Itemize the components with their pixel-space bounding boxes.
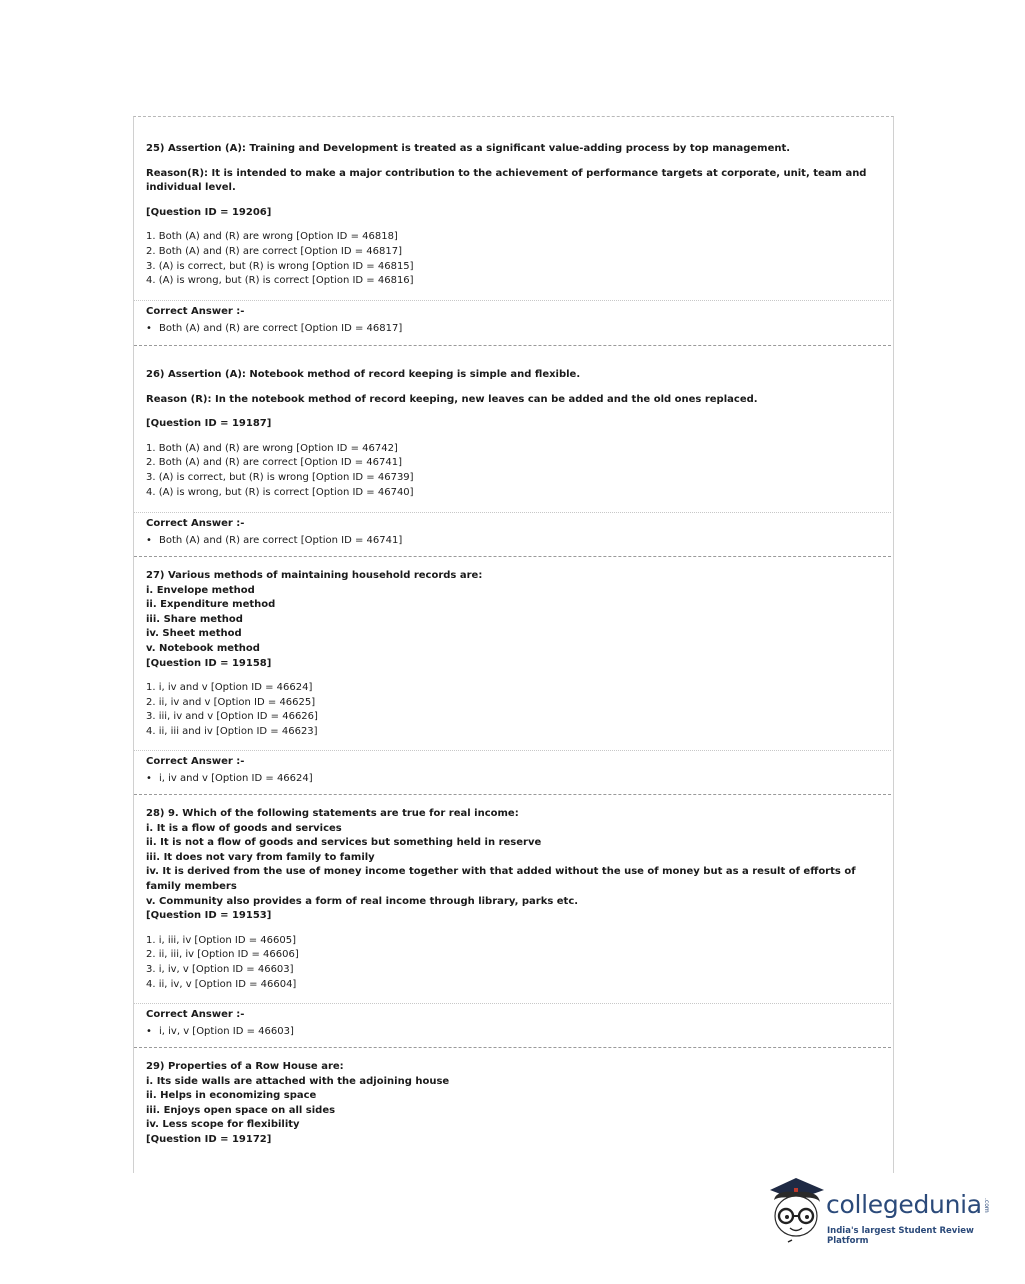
question-divider bbox=[134, 345, 891, 346]
question-text: 25) Assertion (A): Training and Development is treated as a significant value-adding process by top management. bbox=[146, 143, 791, 154]
question-item: i. Its side walls are attached with the adjoining house bbox=[146, 1075, 450, 1087]
question-id: [Question ID = 19158] bbox=[146, 657, 272, 669]
question-item: iii. Share method bbox=[146, 613, 243, 625]
question-id: [Question ID = 19206] bbox=[146, 206, 272, 218]
option: 1. Both (A) and (R) are wrong [Option ID = 46742] bbox=[146, 442, 398, 454]
collegedunia-logo bbox=[766, 1176, 996, 1246]
option: 4. ii, iv, v [Option ID = 46604] bbox=[146, 978, 297, 990]
bullet-icon: • bbox=[146, 1026, 152, 1037]
question-26 bbox=[146, 368, 886, 500]
bullet-icon: • bbox=[146, 535, 152, 546]
question-item: ii. Expenditure method bbox=[146, 599, 276, 611]
question-divider bbox=[134, 794, 891, 795]
correct-answer bbox=[146, 1026, 294, 1037]
divider bbox=[134, 512, 891, 513]
correct-answer-text: Both (A) and (R) are correct [Option ID = 46741] bbox=[159, 535, 403, 546]
option: 2. ii, iii, iv [Option ID = 46606] bbox=[146, 949, 299, 961]
bullet-icon: • bbox=[146, 773, 152, 784]
option: 3. iii, iv and v [Option ID = 46626] bbox=[146, 711, 318, 723]
correct-answer-label: Correct Answer :- bbox=[146, 518, 245, 529]
option: 2. Both (A) and (R) are correct [Option ID = 46817] bbox=[146, 245, 402, 257]
options-list bbox=[146, 681, 886, 739]
question-item: iv. It is derived from the use of money income together with that added without the use of money but as a result of efforts of family members bbox=[146, 866, 856, 892]
mascot-icon bbox=[766, 1176, 826, 1246]
divider bbox=[134, 750, 891, 751]
options-list bbox=[146, 934, 886, 992]
question-25 bbox=[146, 142, 886, 289]
option: 3. (A) is correct, but (R) is wrong [Option ID = 46739] bbox=[146, 471, 414, 483]
divider bbox=[134, 1003, 891, 1004]
logo-name: collegedunia bbox=[826, 1190, 982, 1219]
correct-answer bbox=[146, 773, 313, 784]
question-id: [Question ID = 19153] bbox=[146, 910, 272, 922]
question-item: v. Notebook method bbox=[146, 642, 260, 654]
question-item: iv. Less scope for flexibility bbox=[146, 1119, 300, 1131]
logo-tagline: India's largest Student Review Platform bbox=[827, 1226, 974, 1246]
correct-answer-text: i, iv and v [Option ID = 46624] bbox=[159, 773, 313, 784]
correct-answer bbox=[146, 323, 402, 334]
options-list bbox=[146, 442, 886, 500]
question-29 bbox=[146, 1060, 886, 1148]
question-reason: Reason(R): It is intended to make a major contribution to the achievement of performance targets at corporate, unit, team and individual level. bbox=[146, 167, 867, 194]
question-text: 28) 9. Which of the following statements are true for real income: bbox=[146, 808, 519, 819]
question-item: iii. Enjoys open space on all sides bbox=[146, 1104, 336, 1116]
option: 2. Both (A) and (R) are correct [Option ID = 46741] bbox=[146, 457, 402, 469]
option: 1. i, iv and v [Option ID = 46624] bbox=[146, 682, 313, 694]
divider bbox=[134, 300, 891, 301]
question-item: ii. Helps in economizing space bbox=[146, 1090, 317, 1102]
question-text: 26) Assertion (A): Notebook method of record keeping is simple and flexible. bbox=[146, 369, 581, 380]
correct-answer-text: i, iv, v [Option ID = 46603] bbox=[159, 1026, 294, 1037]
question-28 bbox=[146, 807, 886, 992]
question-item: iv. Sheet method bbox=[146, 628, 242, 640]
question-id: [Question ID = 19172] bbox=[146, 1133, 272, 1145]
question-item: ii. It is not a flow of goods and services but something held in reserve bbox=[146, 837, 542, 849]
question-text: 29) Properties of a Row House are: bbox=[146, 1061, 344, 1072]
option: 4. (A) is wrong, but (R) is correct [Option ID = 46740] bbox=[146, 486, 414, 498]
option: 4. (A) is wrong, but (R) is correct [Option ID = 46816] bbox=[146, 275, 414, 287]
option: 4. ii, iii and iv [Option ID = 46623] bbox=[146, 725, 318, 737]
question-id: [Question ID = 19187] bbox=[146, 418, 272, 430]
correct-answer-label: Correct Answer :- bbox=[146, 1009, 245, 1020]
question-item: iii. It does not vary from family to family bbox=[146, 851, 375, 863]
option: 1. Both (A) and (R) are wrong [Option ID = 46818] bbox=[146, 231, 398, 243]
question-item: i. Envelope method bbox=[146, 584, 255, 596]
question-divider bbox=[134, 1047, 891, 1048]
option: 1. i, iii, iv [Option ID = 46605] bbox=[146, 934, 296, 946]
options-list bbox=[146, 230, 886, 288]
bullet-icon: • bbox=[146, 323, 152, 334]
logo-suffix: .com bbox=[983, 1198, 990, 1213]
question-27 bbox=[146, 569, 886, 740]
correct-answer-text: Both (A) and (R) are correct [Option ID = 46817] bbox=[159, 323, 403, 334]
question-item: v. Community also provides a form of real income through library, parks etc. bbox=[146, 895, 579, 907]
question-reason: Reason (R): In the notebook method of record keeping, new leaves can be added and the old ones replaced. bbox=[146, 393, 758, 405]
question-item: i. It is a flow of goods and services bbox=[146, 822, 342, 834]
correct-answer-label: Correct Answer :- bbox=[146, 756, 245, 767]
correct-answer bbox=[146, 535, 402, 546]
option: 2. ii, iv and v [Option ID = 46625] bbox=[146, 696, 316, 708]
option: 3. (A) is correct, but (R) is wrong [Option ID = 46815] bbox=[146, 260, 414, 272]
correct-answer-label: Correct Answer :- bbox=[146, 306, 245, 317]
question-divider bbox=[134, 556, 891, 557]
option: 3. i, iv, v [Option ID = 46603] bbox=[146, 963, 294, 975]
question-text: 27) Various methods of maintaining household records are: bbox=[146, 570, 483, 581]
